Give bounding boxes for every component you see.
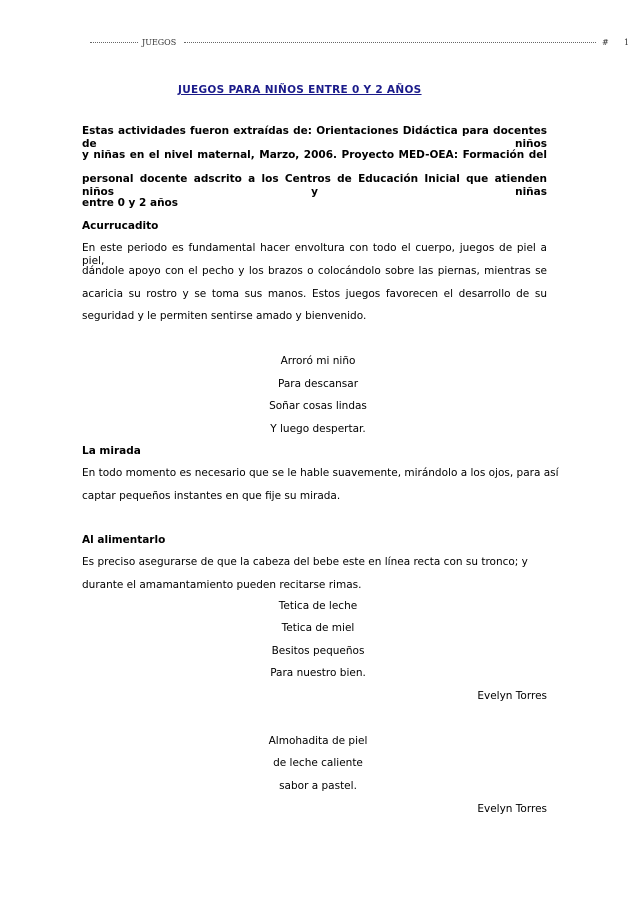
body-line: captar pequeños instantes en que fije su mirada. <box>82 490 341 502</box>
header-hash: # <box>602 38 609 47</box>
body-line: acaricia su rostro y se toma sus manos. Estos juegos favorecen el desarrollo de su <box>82 288 547 300</box>
poem-line: Almohadita de piel <box>268 735 368 747</box>
page-title: JUEGOS PARA NIÑOS ENTRE 0 Y 2 AÑOS <box>178 84 422 96</box>
poem-author: Evelyn Torres <box>477 803 547 815</box>
poem-line: de leche caliente <box>273 757 363 769</box>
intro-line: personal docente adscrito a los Centros de Educación Inicial que atienden niños y niñas <box>82 173 547 198</box>
poem-line: Arroró mi niño <box>280 355 356 367</box>
poem-line: Tetica de miel <box>281 622 355 634</box>
body-line: En todo momento es necesario que se le hable suavemente, mirándolo a los ojos, para así <box>82 467 559 479</box>
poem-author: Evelyn Torres <box>477 690 547 702</box>
poem-line: Para nuestro bien. <box>270 667 366 679</box>
poem-line: Tetica de leche <box>278 600 358 612</box>
poem-line: Besitos pequeños <box>271 645 365 657</box>
header-rule-right <box>184 42 596 43</box>
page-number: 1 <box>624 38 630 47</box>
intro-line: entre 0 y 2 años <box>82 197 179 209</box>
poem-line: sabor a pastel. <box>279 780 357 792</box>
section-heading-mirada: La mirada <box>82 445 141 457</box>
body-line: Es preciso asegurarse de que la cabeza del bebe este en línea recta con su tronco; y <box>82 556 528 568</box>
body-line: En este periodo es fundamental hacer envoltura con todo el cuerpo, juegos de piel a piel, <box>82 242 547 267</box>
body-line: seguridad y le permiten sentirse amado y bienvenido. <box>82 310 367 322</box>
body-line: dándole apoyo con el pecho y los brazos o colocándolo sobre las piernas, mientras se <box>82 265 547 277</box>
intro-line: y niñas en el nivel maternal, Marzo, 2006. Proyecto MED-OEA: Formación del <box>82 149 547 161</box>
running-header <box>90 38 630 52</box>
header-label: JUEGOS <box>142 38 177 47</box>
poem-line: Y luego despertar. <box>270 423 366 435</box>
body-line: durante el amamantamiento pueden recitarse rimas. <box>82 579 362 591</box>
intro-line: Estas actividades fueron extraídas de: Orientaciones Didáctica para docentes de niños <box>82 125 547 150</box>
section-heading-acurrucadito: Acurrucadito <box>82 220 159 232</box>
section-heading-alimentarlo: Al alimentarlo <box>82 534 166 546</box>
poem-line: Para descansar <box>277 378 359 390</box>
poem-line: Soñar cosas lindas <box>269 400 367 412</box>
header-rule-left <box>90 42 138 43</box>
